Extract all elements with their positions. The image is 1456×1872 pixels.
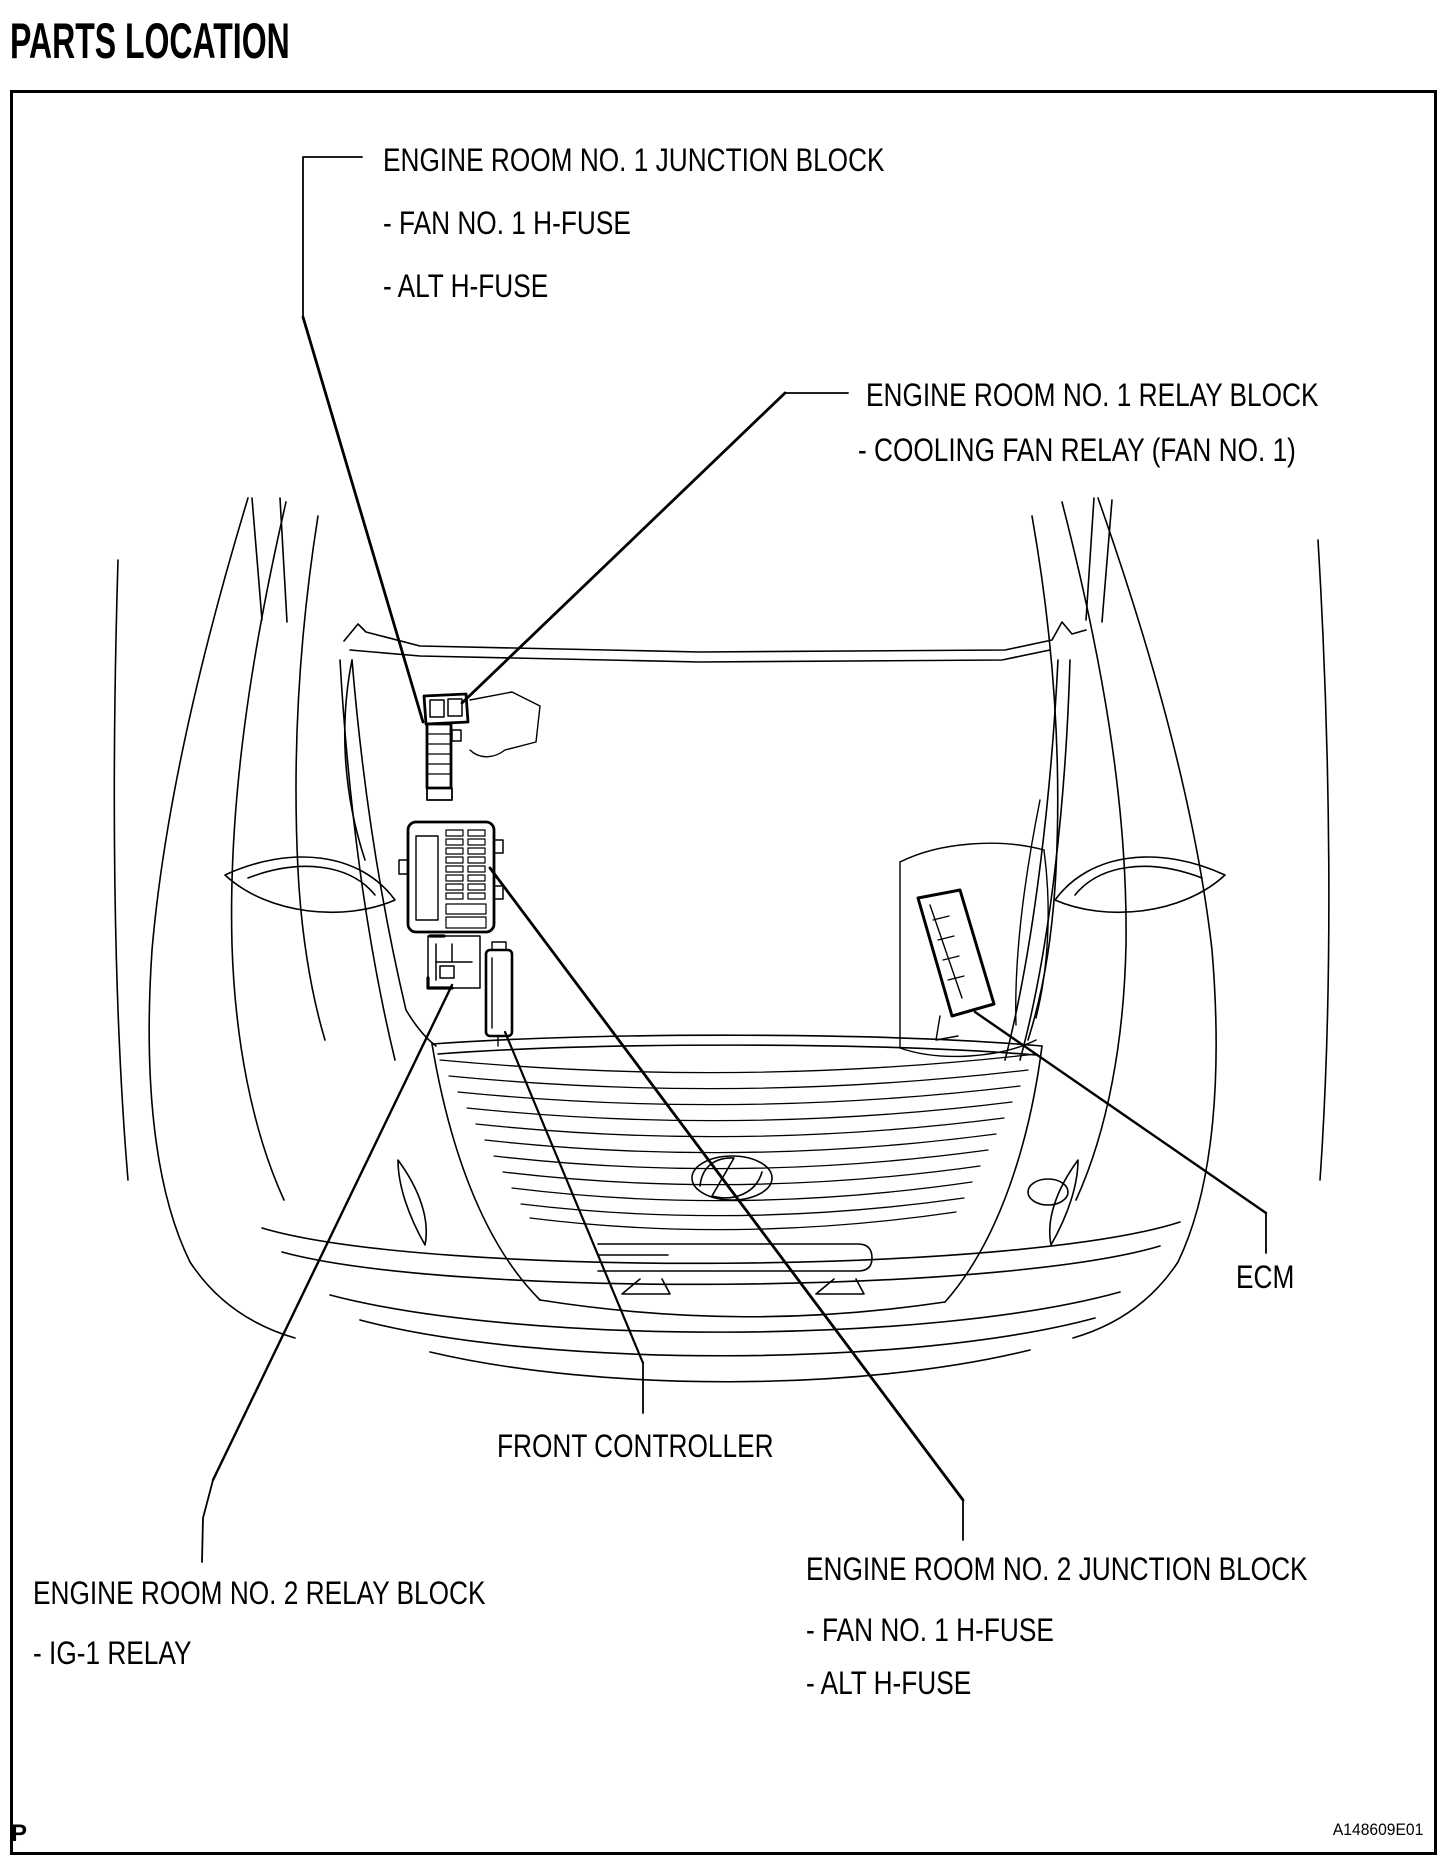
page-marker: P (11, 1820, 28, 1847)
label-junction-block-2-item: - FAN NO. 1 H-FUSE (806, 1612, 1054, 1648)
label-junction-block-1-item: - FAN NO. 1 H-FUSE (383, 205, 631, 241)
label-front-controller: FRONT CONTROLLER (497, 1428, 774, 1464)
ecm-drawing (900, 800, 1048, 1056)
leader-relay-block-1 (462, 393, 848, 703)
car-body-drawing (114, 498, 1329, 1382)
junction-block-1-drawing (424, 692, 540, 800)
grille-slats (440, 1054, 1036, 1230)
label-junction-block-1-item: - ALT H-FUSE (383, 268, 549, 304)
relay-block-1-drawing (399, 822, 503, 932)
label-junction-block-2-item: - ALT H-FUSE (806, 1665, 972, 1701)
front-controller-drawing (486, 942, 512, 1046)
leader-junction-block-1 (303, 157, 423, 722)
label-relay-block-1-item: - COOLING FAN RELAY (FAN NO. 1) (858, 432, 1296, 468)
page-title: PARTS LOCATION (10, 13, 290, 69)
relay-block-2-drawing (428, 936, 480, 988)
leader-ecm (975, 1012, 1266, 1253)
label-relay-block-2-item: - IG-1 RELAY (33, 1635, 192, 1671)
label-junction-block-1-title: ENGINE ROOM NO. 1 JUNCTION BLOCK (383, 142, 885, 178)
label-relay-block-2-title: ENGINE ROOM NO. 2 RELAY BLOCK (33, 1575, 486, 1611)
label-ecm: ECM (1236, 1259, 1295, 1295)
label-relay-block-1-title: ENGINE ROOM NO. 1 RELAY BLOCK (866, 377, 1319, 413)
label-junction-block-2-title: ENGINE ROOM NO. 2 JUNCTION BLOCK (806, 1551, 1308, 1587)
figure-code: A148609E01 (1332, 1820, 1423, 1839)
